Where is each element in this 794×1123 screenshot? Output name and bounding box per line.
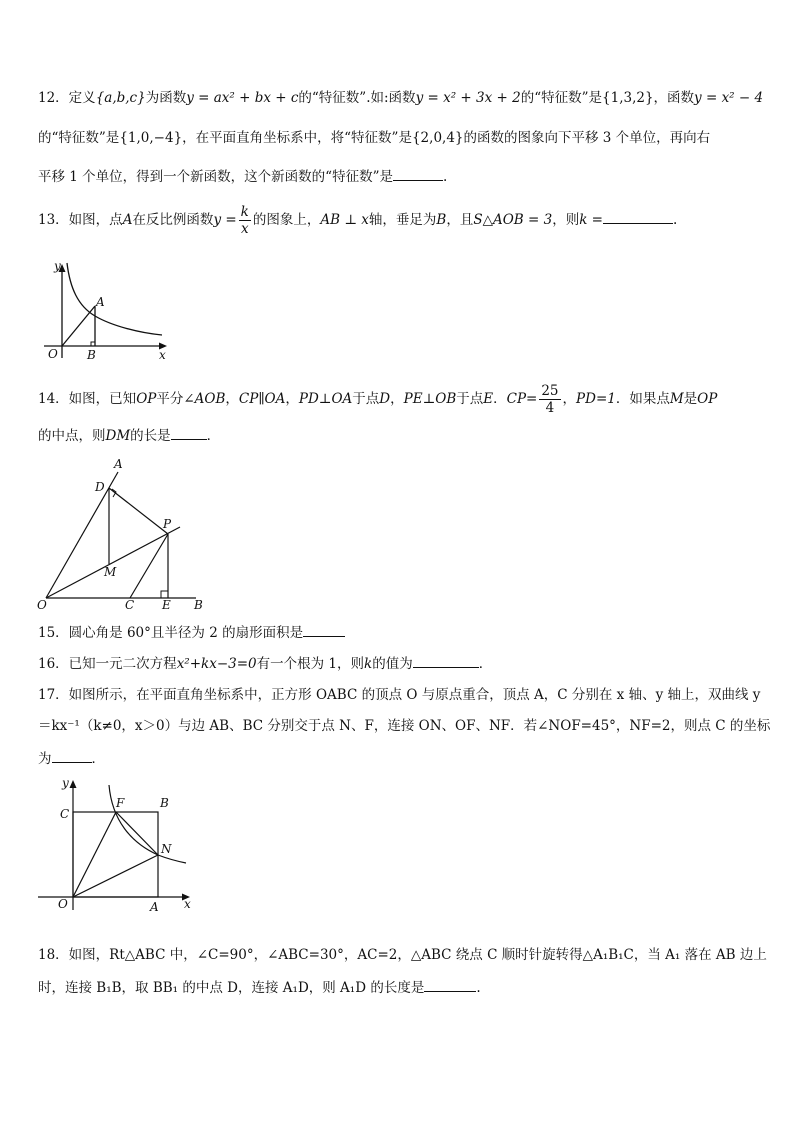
q14-point-e: E	[483, 391, 494, 407]
fig14-label-e: E	[162, 598, 171, 612]
q13-text: 的图象上，	[252, 212, 321, 228]
q14-text: ，	[390, 391, 404, 407]
q18-text: .	[476, 980, 481, 996]
q12-text: 12．定义	[38, 90, 96, 106]
fig14-label-p: P	[163, 517, 172, 531]
q14-text: ，	[225, 391, 239, 407]
q14-fraction	[539, 383, 560, 416]
q13-text: .	[673, 212, 678, 228]
q14-text: 是	[683, 391, 698, 407]
fig14-label-a: A	[114, 457, 123, 471]
fig17-label-f: F	[116, 796, 125, 810]
q12-text: 平移 1 个单位，得到一个新函数，这个新函数的“特征数”是	[38, 169, 393, 185]
fig13-label-a: A	[96, 295, 105, 309]
q16-k: k	[364, 656, 373, 672]
q13-answer-blank[interactable]	[603, 209, 673, 224]
fig13-label-b: B	[87, 348, 96, 362]
q13-fraction-numerator: k	[240, 204, 249, 220]
q14-pd-equals: PD=1	[576, 391, 616, 407]
fig13-segment-oa	[62, 306, 95, 346]
fig13-hyperbola	[67, 263, 162, 335]
fig14-segment-dp	[109, 488, 168, 534]
fig17-segment-nf	[116, 812, 158, 855]
q16-equation: x²+kx−3=0	[176, 656, 257, 672]
q12-line-3	[38, 166, 447, 187]
q14-text: ．如果点	[615, 391, 670, 407]
q13-point-a: A	[122, 212, 133, 228]
q13-y-equals: y =	[213, 212, 237, 228]
q18-line-1	[38, 945, 767, 965]
q12-line-2	[38, 128, 710, 148]
q13-fraction-denominator: x	[240, 221, 249, 237]
q12-text: ，在平面直角坐标系中，将“特征数”是	[182, 130, 412, 146]
q12-text: 为函数	[145, 90, 187, 106]
q18-line-2	[38, 977, 481, 998]
q17-answer-blank[interactable]	[52, 748, 92, 763]
q16-text: 16．已知一元二次方程	[38, 656, 177, 672]
q12-line-1	[38, 88, 763, 108]
q13-text: 轴，垂足为	[368, 212, 437, 228]
q12-text: .	[442, 169, 448, 185]
q14-text: 的长是	[130, 428, 171, 444]
q14-text: ．	[206, 428, 221, 444]
fig17-y-arrow	[70, 780, 77, 788]
q15-line	[38, 622, 345, 643]
q17-text: 17．如图所示，在平面直角坐标系中，正方形 OABC 的顶点 O 与原点重合，顶点 A，C 分别在 x 轴、y 轴上，双曲线 y	[38, 687, 761, 703]
q14-text: 于点	[352, 391, 380, 407]
q14-angle: ∠AOB	[183, 391, 226, 407]
q18-answer-blank[interactable]	[424, 977, 476, 992]
q14-dm: DM	[105, 428, 131, 444]
q12-function-example2: y = x² − 4	[694, 90, 764, 106]
q14-pd-perp: PD⊥OA	[298, 391, 353, 407]
q17-text: ＝kx⁻¹（k≠0，x＞0）与边 AB、BC 分别交于点 N、F，连接 ON、OF、NF．若∠NOF=45°，NF=2，则点 C 的坐标	[38, 718, 771, 734]
fig17-segment-on	[73, 855, 158, 897]
q12-text: 的函数的图象向下平移 3 个单位，再向右	[463, 130, 711, 146]
q14-point-d: D	[379, 391, 391, 407]
q15-answer-blank[interactable]	[303, 622, 345, 637]
q17-text: ．	[91, 751, 105, 767]
q17-line-3	[38, 748, 105, 769]
q12-text: 的“特征数”是	[38, 130, 120, 146]
fig14-label-c: C	[125, 598, 135, 612]
q16-line	[38, 653, 492, 674]
q14-fraction-denominator: 4	[545, 400, 555, 416]
q14-op: OP	[697, 391, 718, 407]
fig17-square-oabc	[73, 812, 158, 897]
q12-function-general: y = ax² + bx + c	[186, 90, 299, 106]
fig17-segment-of	[73, 812, 116, 897]
fig17-label-x: x	[184, 897, 191, 911]
q14-line-1	[38, 382, 717, 416]
fig17-label-a: A	[150, 900, 159, 914]
q12-function-example: y = x² + 3x + 2	[415, 90, 521, 106]
fig17-label-n: N	[161, 842, 172, 856]
fig14-label-o: O	[37, 598, 47, 612]
q12-text: 的“特征数”是	[520, 90, 603, 106]
q12-set-abc: {a,b,c}	[95, 90, 146, 106]
q14-fraction-numerator: 25	[541, 383, 559, 399]
q18-text: 18．如图，Rt△ABC 中，∠C=90°，∠ABC=30°，AC=2，△ABC 绕点 C 顺时针旋转得△A₁B₁C，当 A₁ 落在 AB 边上	[38, 947, 767, 963]
q14-text: 平分	[156, 391, 184, 407]
q14-cp-equals: CP=	[506, 391, 538, 407]
q12-text: 的“特征数”.如:函数	[298, 90, 416, 106]
fig17-label-o: O	[58, 897, 68, 911]
q14-figure	[34, 452, 214, 614]
fig14-label-d: D	[95, 480, 105, 494]
q18-text: 时，连接 B₁B，取 BB₁ 的中点 D，连接 A₁D，则 A₁D 的长度是	[38, 980, 425, 996]
fig14-label-b: B	[194, 598, 203, 612]
q12-set-10m4: {1,0,−4}	[119, 130, 183, 146]
q16-text: 的值为	[372, 656, 413, 672]
q14-cp-parallel: CP∥OA	[238, 391, 286, 407]
q14-text: ，	[562, 391, 577, 407]
q14-op: OP	[136, 391, 157, 407]
q13-text: ，则	[552, 212, 580, 228]
q14-text: 14．如图，已知	[38, 391, 137, 407]
q13-fraction	[239, 204, 251, 237]
q14-pe-perp: PE⊥OB	[403, 391, 457, 407]
q14-text: ．	[493, 391, 507, 407]
fig17-label-c: C	[60, 807, 70, 821]
q13-ab-perp: AB ⊥ x	[320, 212, 369, 228]
q17-figure	[36, 775, 201, 915]
fig13-label-o: O	[48, 347, 58, 361]
q13-line-1	[38, 204, 677, 237]
q13-area: S△AOB = 3	[473, 212, 553, 228]
fig14-label-m: M	[104, 565, 117, 579]
q17-text: 为	[38, 751, 52, 767]
q17-line-2	[38, 716, 770, 736]
q16-text: ．	[478, 656, 493, 672]
q16-text: 有一个根为 1，则	[256, 656, 365, 672]
q15-text: 15．圆心角是 60°且半径为 2 的扇形面积是	[38, 625, 304, 641]
q14-text: ，	[285, 391, 299, 407]
q13-figure	[40, 258, 175, 363]
q14-text: 的中点，则	[38, 428, 106, 444]
q14-answer-blank[interactable]	[171, 425, 207, 440]
q13-point-b: B	[436, 212, 447, 228]
q14-point-m: M	[669, 391, 684, 407]
q13-k-equals: k =	[579, 212, 603, 228]
fig13-label-y: y	[54, 259, 61, 273]
q13-text: 在反比例函数	[132, 212, 214, 228]
q12-set-204: {2,0,4}	[411, 130, 464, 146]
q12-set-132: {1,3,2}	[602, 90, 654, 106]
q12-answer-blank[interactable]	[393, 166, 443, 181]
q12-text: ，函数	[653, 90, 695, 106]
q13-text: ，且	[446, 212, 474, 228]
q13-text: 13．如图，点	[38, 212, 123, 228]
fig17-label-b: B	[160, 796, 169, 810]
q17-line-1	[38, 685, 760, 705]
fig17-label-y: y	[62, 776, 69, 790]
fig14-right-angle-e	[161, 591, 168, 598]
q14-line-2	[38, 425, 220, 446]
q16-answer-blank[interactable]	[413, 653, 479, 668]
q14-text: 于点	[456, 391, 484, 407]
fig13-label-x: x	[159, 348, 166, 362]
